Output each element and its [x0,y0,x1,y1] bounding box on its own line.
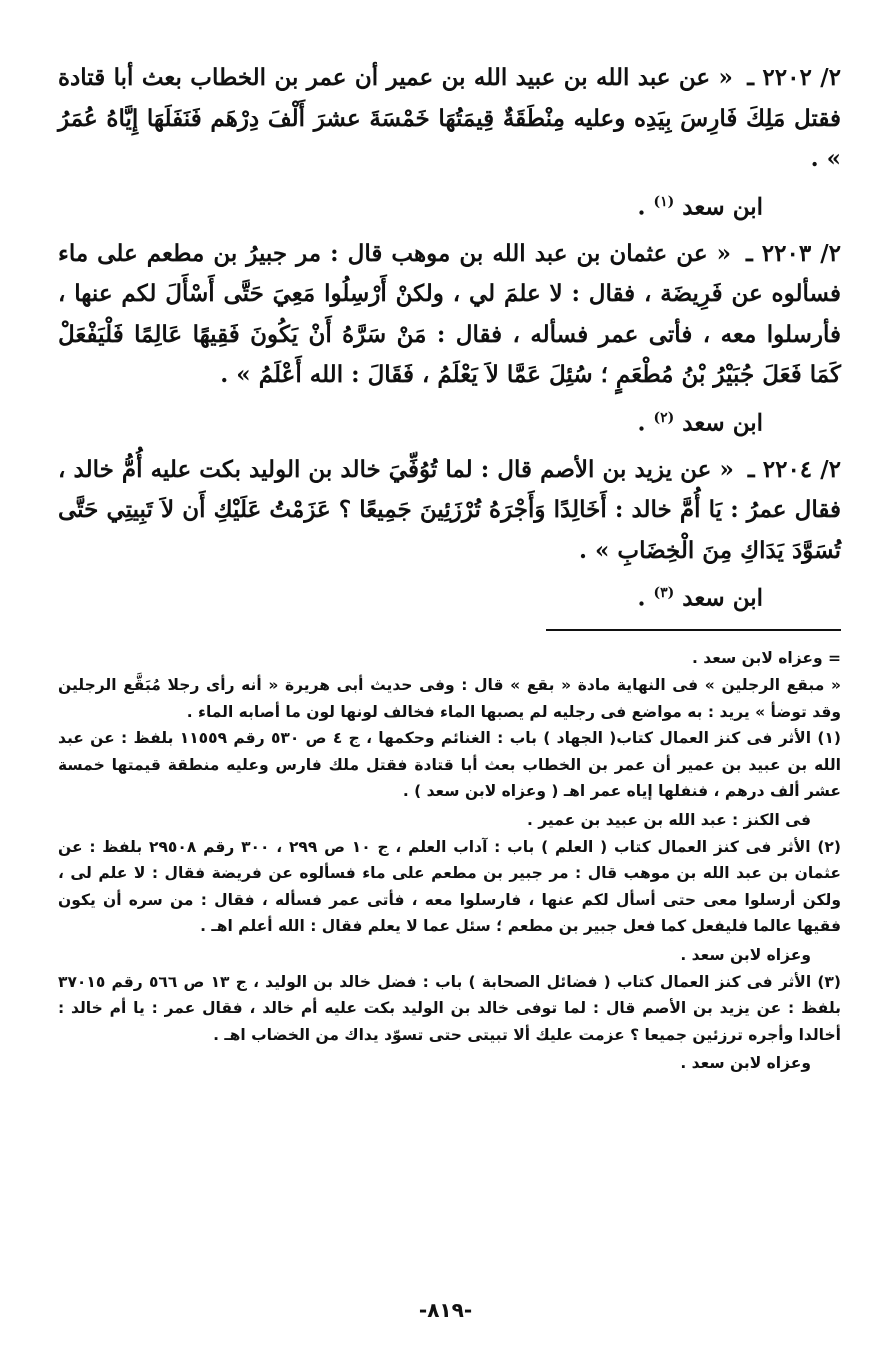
hadith-text: « عن يزيد بن الأصم قال : لما تُوُفِّيَ خالد بن الوليد بكت عليه أُمُّ خالد ، فقال عمرُ : يَا أُمَّ خالد : أَخَالِدًا وَأَجْرَهُ تُرْزَئِينَ جَمِيعًا ؟ عَزَمْتُ عَلَيْكِ أَن لاَ تَبِيتِي حَتَّى تُسَوَّدَ يَدَاكِ مِنَ الْخِضَابِ » . [58,455,841,564]
hadith-number: ٢/ ٢٢٠٢ ـ [747,64,841,91]
footnotes [58,645,841,1077]
footnote-ref: (٣) [653,585,675,602]
hadith-paragraph [58,58,841,180]
main-text [58,58,841,619]
hadith-text: « عن عثمان بن عبد الله بن موهب قال : مر جبيرُ بن مطعم على ماء فسألوه عن فَرِيضَة ، فقال : لا علمَ لي ، ولكنْ أَرْسِلُوا مَعِيَ حَتَّى أَسْأَلَ لكم عنها ، فأرسلوا معه ، فأتى عمر فسأله ، فقال : مَنْ سَرَّهُ أَنْ يَكُونَ فَقِيهًا عَالِمًا فَلْيَفْعَلْ كَمَا فَعَلَ جُبَيْرُ بْنُ مُطْعَمٍ ؛ سُئِلَ عَمَّا لاَ يَعْلَمُ ، فَقَالَ : الله أَعْلَمُ » . [58,239,841,389]
hadith-paragraph [58,234,841,396]
footnote-continuation: = وعزاه لابن سعد . [691,649,841,668]
footnote-continuation: « مبقع الرجلين » فى النهاية مادة « بقع » قال : وفى حديث أبى هريرة « أنه رأى رجلا مُبَقَّع الرجلين وقد توضأ » يريد : به مواضع فى رجليه لم يصبها الماء فخالف لونها لون ما أصابه الماء . [58,676,841,721]
footnote-item: (١) الأثر فى كنز العمال كتاب( الجهاد ) باب : الغنائم وحكمها ، ج ٤ ص ٥٣٠ رقم ١١٥٥٩ بلفظ : عن عبد الله بن عبيد بن عمير أن عمر بن الخطاب بعث أبا قتادة فقتل ملك فارس وعليه منطقة قيمتها خمسة عشر ألف درهم ، فنفلها إياه عمر اهـ ( وعزاه لابن سعد ) . [58,729,841,801]
footnote-item: (٢) الأثر فى كنز العمال كتاب ( العلم ) باب : آداب العلم ، ج ١٠ ص ٢٩٩ ، ٣٠٠ رقم ٢٩٥٠٨ بلفظ : عن عثمان بن عبد الله بن موهب قال : مر جبير بن مطعم على ماء فسألوه عن فريضة فقال : لا علم لى ، ولكن أرسلوا معى حتى أسأل لكم عنها ، فارسلوا معه ، فأتى عمر فسأله ، فقال : من سره أن يكون فقيها عالما فليفعل كما فعل جبير بن مطعم ؛ سئل عما لا يعلم فقال : الله أعلم اهـ . [58,837,841,936]
hadith-source: ابن سعد $^{(١)}$ . [637,193,763,221]
hadith-paragraph [58,450,841,572]
footnote-ref: (١) [653,193,675,210]
hadith-source: ابن سعد $^{(٣)}$ . [637,584,763,612]
source-name: ابن سعد [682,193,763,221]
hadith-number: ٢/ ٢٢٠٣ ـ [746,239,841,267]
footnote-item: (٣) الأثر فى كنز العمال كتاب ( فضائل الصحابة ) باب : فضل خالد بن الوليد ، ج ١٣ ص ٥٦٦ رقم ٣٧٠١٥ بلفظ : عن يزيد بن الأصم قال : لما توفى خالد بن الوليد بكت عليه أم خالد ، فقال عمر : يا أم خالد : أخالدا وأجره ترزئين جميعا ؟ عزمت عليك ألا تبيتى حتى تسوّد يداك من الخضاب اهـ . [58,972,841,1044]
footnote-divider [546,629,841,631]
hadith-text: « عن عبد الله بن عبيد الله بن عمير أن عمر بن الخطاب بعث أبا قتادة فقتل مَلِكَ فَارِسَ بِيَدِه وعليه مِنْطَقَةٌ قِيمَتُهَا خَمْسَةَ عشرَ أَلْفَ دِرْهَم فَنَفَلَهَا إِيَّاهُ عُمَرُ » . [58,64,841,172]
footnote-extra: فى الكنز : عبد الله بن عبيد بن عمير . [526,811,811,830]
source-name: ابن سعد [682,409,763,437]
source-name: ابن سعد [682,584,763,612]
footnote-extra: وعزاه لابن سعد . [680,1054,811,1073]
footnote-extra: وعزاه لابن سعد . [680,946,811,964]
hadith-number: ٢/ ٢٢٠٤ ـ [747,455,841,483]
page-number: -٨١٩- [418,1298,473,1322]
hadith-source: ابن سعد $^{(٢)}$ . [637,409,763,437]
footnote-ref: (٢) [653,409,675,426]
